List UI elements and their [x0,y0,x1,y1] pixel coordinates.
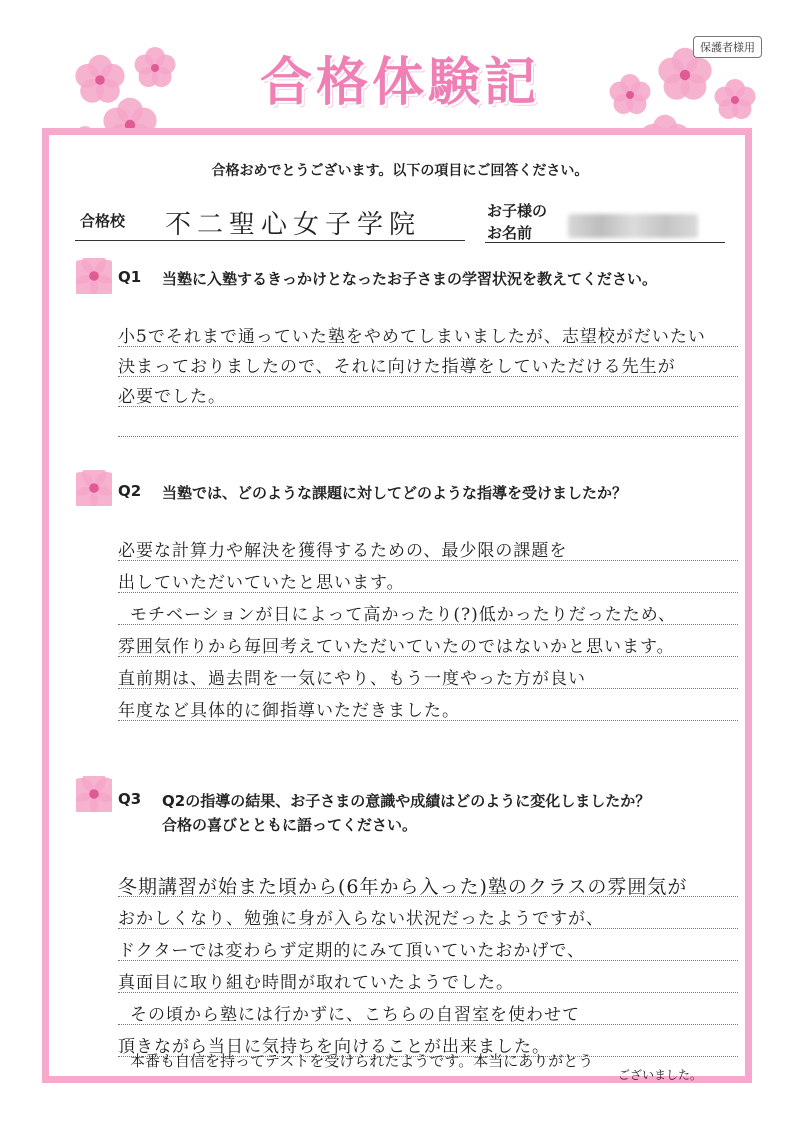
q3-answer-line: おかしくなり、勉強に身が入らない状況だったようですが、 [118,909,604,929]
q2-question: 当塾では、どのような課題に対してどのような指導を受けましたか？ [162,484,628,502]
q3-answer-line: 本番も自信を持ってテストを受けられたようです。本当にありがとう [130,1052,594,1070]
school-label: 合格校 [80,212,126,230]
child-name-field [485,242,725,243]
page-title: 合格体験記 [259,53,540,113]
q1-rule [118,436,738,437]
intro-text: 合格おめでとうございます。以下の項目にご回答ください。 [211,163,589,179]
q3-number: Q3 [118,790,142,808]
q1-answer-line: 決まっておりましたので、それに向けた指導をしていただける先生が [118,357,676,377]
q3-flower-icon [76,776,112,812]
q3-answer-line: 真面目に取り組む時間が取れていたようでした。 [118,973,514,993]
q3-answer-line: 頂きながら当日に気持ちを向けることが出来ました。 [118,1037,550,1057]
q3-answer-line: 冬期講習が始また頃から(6年から入った)塾のクラスの雰囲気が [118,876,688,898]
q3-answer-line: ドクターでは変わらず定期的にみて頂いていたおかげで、 [118,941,585,961]
q2-answer-line: 雰囲気作りから毎回考えていただいていたのではないかと思います。 [118,637,675,657]
q3-question-line-1: Q2の指導の結果、お子さまの意識や成績はどのように変化しましたか？ [162,792,651,810]
redacted-name [568,214,698,238]
q3-question-line-2: 合格の喜びとともに語ってください。 [162,816,418,834]
q2-flower-icon [76,470,112,506]
child-name-label-1: お子様の [487,202,548,220]
q2-answer-line: 年度など具体的に御指導いただきました。 [118,701,460,721]
q1-number: Q1 [118,268,142,286]
q2-answer-line: モチベーションが日によって高かったり(?)低かったりだったため、 [130,605,677,625]
audience-tag: 保護者様用 [693,36,762,58]
q2-answer-line: 出していただいていたと思います。 [118,573,405,593]
q2-number: Q2 [118,482,142,500]
q3-answer-line: その頃から塾には行かずに、こちらの自習室を使わせて [130,1005,580,1025]
q2-answer-line: 必要な計算力や解決を獲得するための、最少限の課題を [118,541,568,561]
q1-question: 当塾に入塾するきっかけとなったお子さまの学習状況を教えてください。 [162,270,658,288]
q1-answer-line: 小5でそれまで通っていた塾をやめてしまいましたが、志望校がだいたい [118,327,706,347]
q2-answer-line: 直前期は、過去問を一気にやり、もう一度やった方が良い [118,669,586,689]
q1-flower-icon [76,258,112,294]
school-value: 不二聖心女子学院 [165,210,422,240]
q3-answer-line: ございました。 [618,1068,703,1082]
q1-answer-line: 必要でした。 [118,387,226,407]
child-name-label-2: お名前 [487,224,533,242]
